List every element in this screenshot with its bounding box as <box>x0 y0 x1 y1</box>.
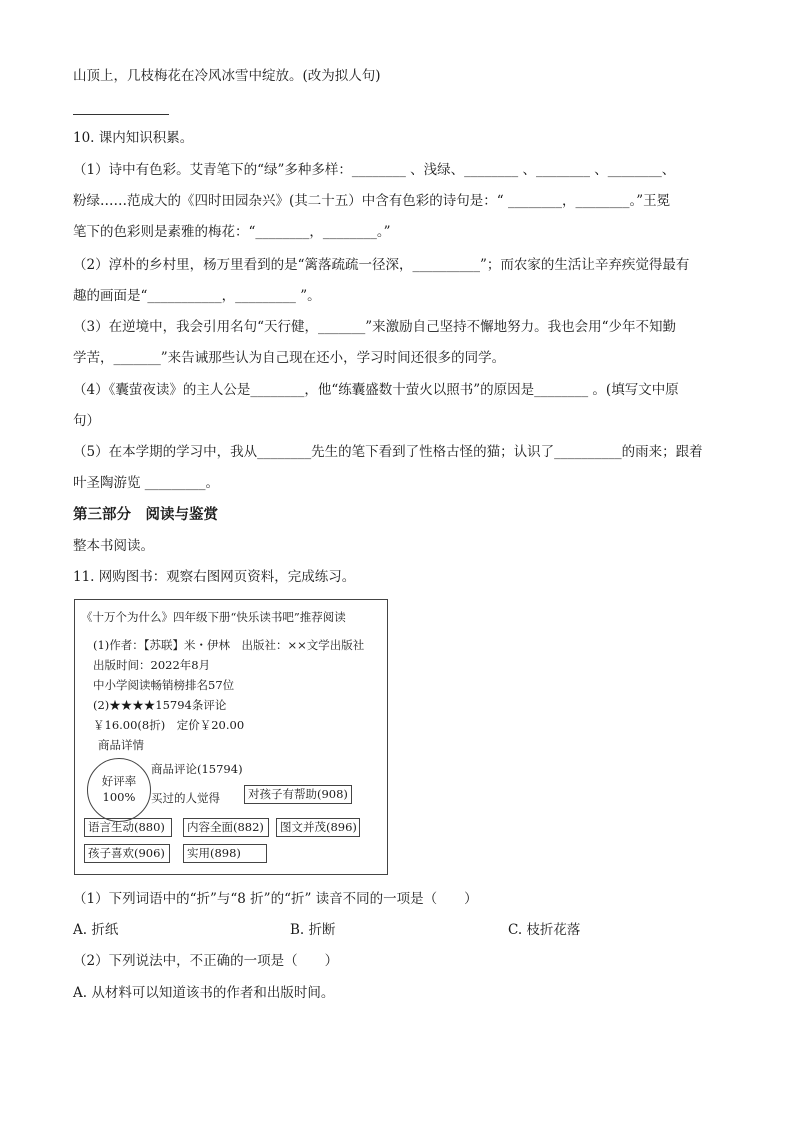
q11-2-stem: （2）下列说法中，不正确的一项是（ ） <box>73 953 339 969</box>
reviews-label: 商品评论(15794) <box>151 762 243 776</box>
review-tag: 内容全面(882) <box>183 818 269 837</box>
q11-1-option-c: C. 枝折花落 <box>508 922 581 938</box>
card-rank-line: 中小学阅读畅销榜排名57位 <box>93 678 235 692</box>
review-tag: 图文并茂(896) <box>276 818 360 837</box>
card-title: 《十万个为什么》四年级下册“快乐读书吧”推荐阅读 <box>81 610 346 624</box>
q10-part4-line2: 句） <box>73 413 100 429</box>
q11-1-option-a: A. 折纸 <box>73 922 119 938</box>
review-tag: 语言生动(880) <box>84 818 172 837</box>
review-tag: 孩子喜欢(906) <box>84 844 170 863</box>
card-date-line: 出版时间：2022年8月 <box>93 658 211 672</box>
card-author-line: (1)作者：【苏联】米・伊林 出版社：××文学出版社 <box>93 638 365 652</box>
review-tag: 对孩子有帮助(908) <box>244 785 352 804</box>
section-heading: 第三部分 阅读与鉴赏 <box>73 507 218 523</box>
question-10-title: 10. 课内知识积累。 <box>73 130 194 146</box>
q10-part3-line2: 学苦，_______”来告诫那些认为自己现在还小，学习时间还很多的同学。 <box>73 350 506 366</box>
q11-1-stem: （1）下列词语中的“折”与“8 折”的“折” 读音不同的一项是（ ） <box>73 891 478 907</box>
q10-part4-line1: （4）《囊萤夜读》的主人公是________，他“练囊盛数十萤火以照书”的原因是________ 。(填写文中原 <box>73 382 679 398</box>
q10-part2-line1: （2）淳朴的乡村里，杨万里看到的是“篱落疏疏一径深，__________”；而农家的生活让辛弃疾觉得最有 <box>73 257 690 273</box>
buyers-label: 买过的人觉得 <box>151 791 220 805</box>
q11-1-option-b: B. 折断 <box>290 922 336 938</box>
q10-part1-line3: 笔下的色彩则是素雅的梅花：“________，________。” <box>73 224 391 240</box>
q10-part1-line2: 粉绿……范成大的《四时田园杂兴》(其二十五）中含有色彩的诗句是：“ ________，________。”王冕 <box>73 193 671 209</box>
q11-2-option-a: A. 从材料可以知道该书的作者和出版时间。 <box>73 985 335 1001</box>
q10-part5-line2: 叶圣陶游览 _________。 <box>73 475 220 491</box>
question-11-title: 11. 网购图书：观察右图网页资料，完成练习。 <box>73 569 356 585</box>
rating-circle <box>87 758 151 822</box>
q10-part2-line2: 趣的画面是“___________，_________ ”。 <box>73 288 321 304</box>
answer-blank-line <box>73 114 169 115</box>
q10-part5-line1: （5）在本学期的学习中，我从________先生的笔下看到了性格古怪的猫；认识了__________的雨来；跟着 <box>73 444 703 460</box>
line-rewrite-task: 山顶上，几枝梅花在冷风冰雪中绽放。(改为拟人句) <box>73 68 381 84</box>
whole-book-reading-label: 整本书阅读。 <box>73 538 154 554</box>
rating-label: 好评率 <box>101 774 137 788</box>
card-price-line: ￥16.00(8折) 定价￥20.00 <box>93 718 245 732</box>
card-detail-label: 商品详情 <box>98 738 144 752</box>
review-tag: 实用(898) <box>183 844 267 863</box>
q10-part1-line1: （1）诗中有色彩。艾青笔下的“绿”多种多样：________ 、浅绿、________ 、________ 、________、 <box>73 162 676 178</box>
card-stars-line: (2)★★★★15794条评论 <box>93 698 227 712</box>
rating-value: 100% <box>102 790 136 804</box>
q10-part3-line1: （3）在逆境中，我会引用名句“天行健，_______”来激励自己坚持不懈地努力。我也会用“少年不知勤 <box>73 319 677 335</box>
book-listing-card <box>74 599 388 875</box>
